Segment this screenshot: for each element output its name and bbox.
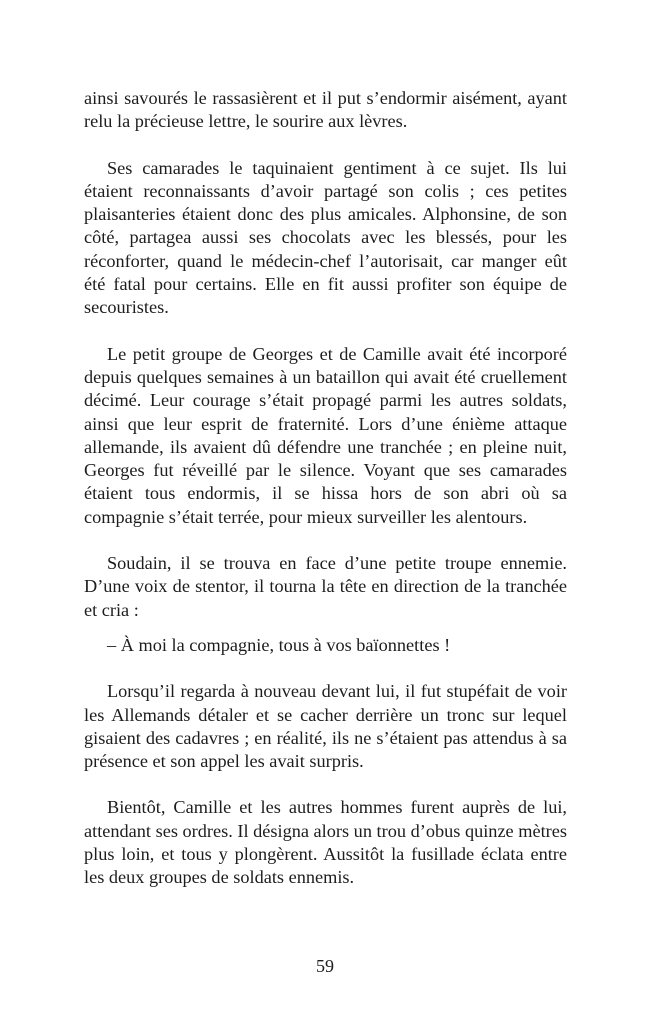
paragraph: Le petit groupe de Georges et de Camille avait été incorporé depuis quelques semaines à un bataillon qui avait été cruellement décimé. Leur courage s’était propagé parmi les autres soldats, ainsi que leur esprit de fraternité. Lors d’une énième attaque allemande, ils avaient dû défendre une tranchée ; en pleine nuit, Georges fut réveillé par le silence. Voyant que ses camarades étaient tous endormis, il se hissa hors de son abri où sa compagnie s’était terrée, pour mieux surveiller les alentours.	[84, 343, 567, 527]
paragraph: Lorsqu’il regarda à nouveau devant lui, il fut stupéfait de voir les Allemands détaler et se cacher derrière un tronc sur lequel gisaient des cadavres ; en réalité, ils ne s’étaient pas attendus à sa présence et son appel les avait surpris.	[84, 681, 567, 772]
paragraph: Soudain, il se trouva en face d’une petite troupe ennemie. D’une voix de stentor, il tourna la tête en direction de la tranchée et cria :	[84, 553, 567, 620]
body-text	[84, 87, 567, 890]
dialogue-line: – À moi la compagnie, tous à vos baïonnettes !	[107, 634, 451, 655]
paragraph: Ses camarades le taquinaient gentiment à ce sujet. Ils lui étaient reconnaissants d’avoir partagé son colis ; ces petites plaisanteries étaient donc des plus amicales. Alphonsine, de son côté, partagea aussi ses chocolats avec les blessés, pour les réconforter, quand le médecin-chef l’autorisait, car manger eût été fatal pour certains. Elle en fit aussi profiter son équipe de secouristes.	[84, 157, 567, 318]
paragraph: Bientôt, Camille et les autres hommes furent auprès de lui, attendant ses ordres. Il désigna alors un trou d’obus quinze mètres plus loin, et tous y plongèrent. Aussitôt la fusillade éclata entre les deux groupes de soldats ennemis.	[84, 797, 567, 888]
paragraph-continuation: ainsi savourés le rassasièrent et il put s’endormir aisément, ayant relu la précieuse lettre, le sourire aux lèvres.	[84, 88, 567, 132]
page-number: 59	[316, 956, 334, 976]
